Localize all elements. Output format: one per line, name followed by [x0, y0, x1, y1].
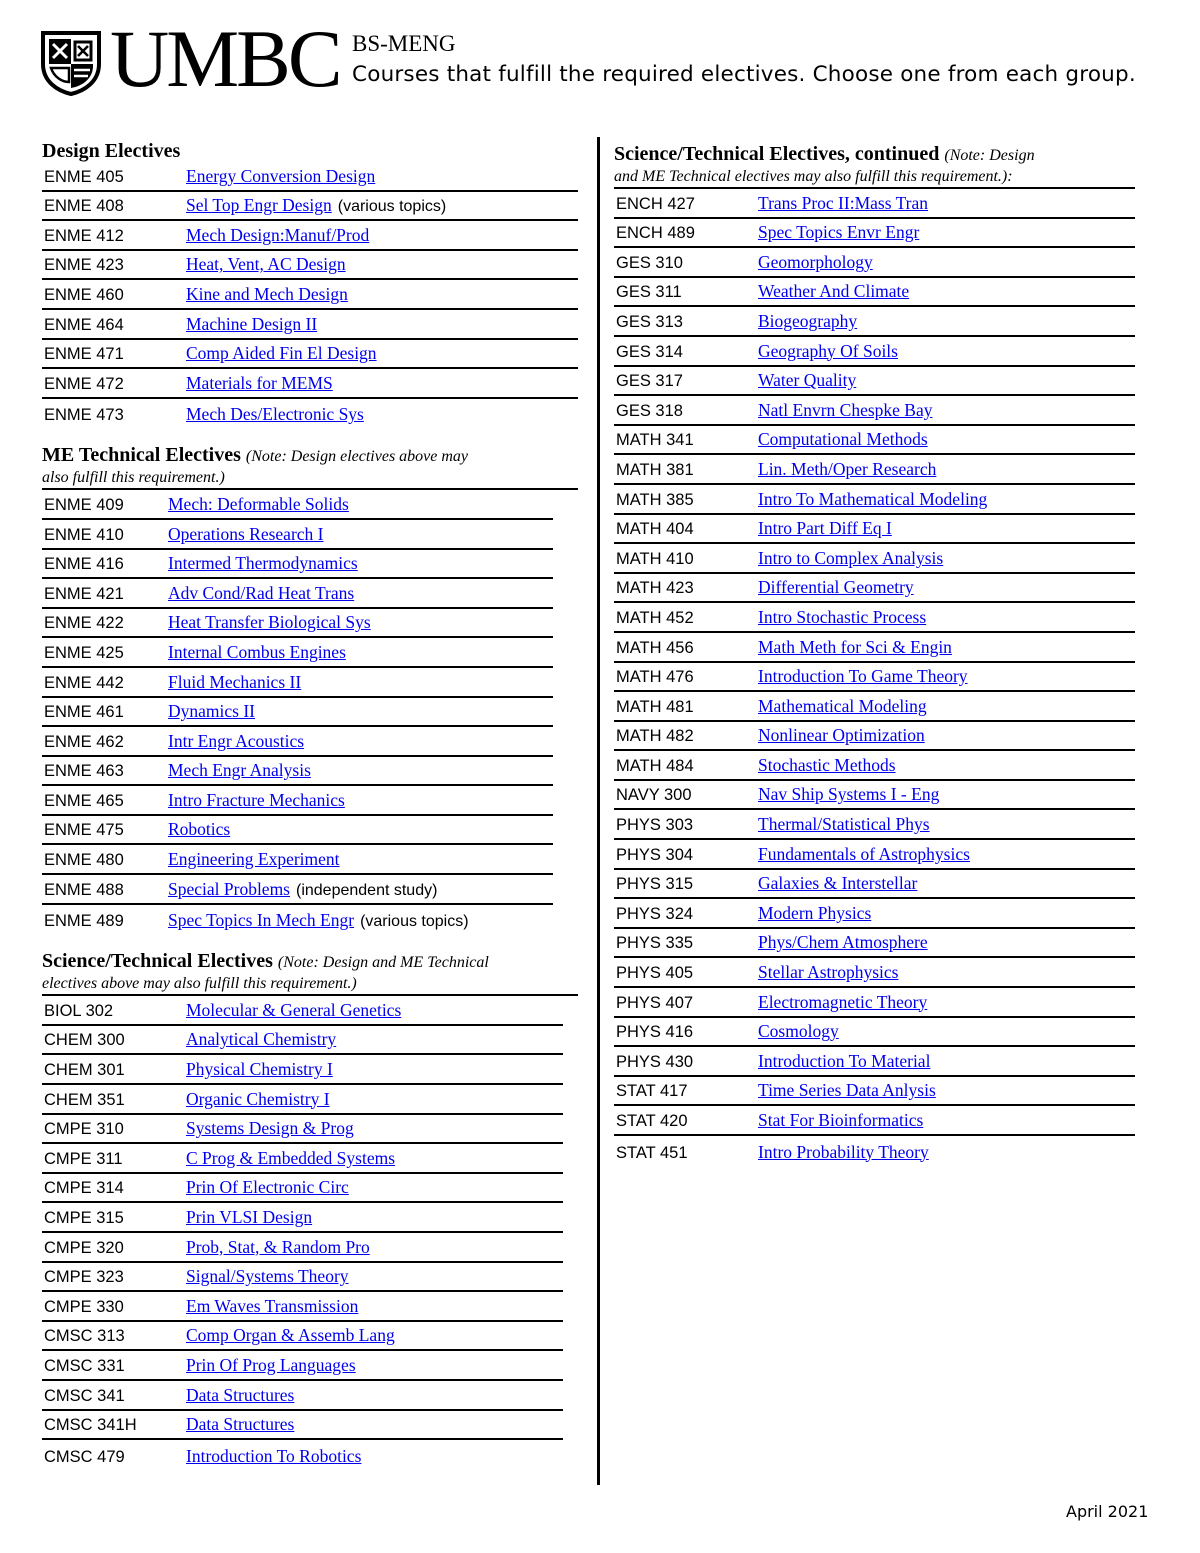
course-link[interactable]: Computational Methods: [758, 429, 928, 450]
course-link[interactable]: Stellar Astrophysics: [758, 962, 899, 983]
course-code: ENME 472: [44, 374, 124, 393]
course-code: GES 313: [616, 312, 683, 331]
course-code: PHYS 407: [616, 993, 694, 1012]
course-row: [42, 162, 578, 192]
course-row: [614, 603, 1135, 633]
course-code: ENME 462: [44, 732, 124, 751]
course-link[interactable]: Time Series Data Anlysis: [758, 1080, 936, 1101]
course-link[interactable]: Geomorphology: [758, 251, 873, 272]
course-row: [42, 698, 553, 728]
course-link[interactable]: Comp Organ & Assemb Lang: [186, 1325, 395, 1346]
course-row: [42, 340, 578, 370]
course-row: [42, 875, 553, 905]
course-link[interactable]: Robotics: [168, 819, 231, 840]
course-link[interactable]: Electromagnetic Theory: [758, 991, 928, 1012]
course-code: ENME 425: [44, 643, 124, 662]
course-row: [42, 399, 578, 429]
course-row: [614, 899, 1135, 929]
course-link[interactable]: Modern Physics: [758, 902, 872, 923]
course-code: GES 310: [616, 253, 683, 272]
course-link[interactable]: Internal Combus Engines: [168, 641, 346, 662]
course-code: ENME 463: [44, 762, 124, 781]
course-row: [614, 781, 1135, 811]
course-row: [42, 668, 553, 698]
course-note: (various topics): [337, 198, 447, 216]
design-electives-heading: [42, 140, 578, 162]
course-row: [614, 751, 1135, 781]
course-link[interactable]: Data Structures: [186, 1384, 295, 1405]
course-link[interactable]: Comp Aided Fin El Design: [186, 343, 377, 364]
course-row: [614, 515, 1135, 545]
course-code: ENCH 489: [616, 224, 695, 243]
course-row: [42, 727, 553, 757]
course-link[interactable]: Introduction To Robotics: [186, 1445, 362, 1466]
course-row: [614, 248, 1135, 278]
course-row: [614, 485, 1135, 515]
course-code: ENCH 427: [616, 194, 695, 213]
me-technical-heading: [42, 444, 578, 468]
scitech-note: (Note: Design and ME Technical: [277, 954, 489, 972]
course-row: [42, 1055, 563, 1085]
course-link[interactable]: Intermed Thermodynamics: [168, 553, 358, 574]
course-code: PHYS 430: [616, 1052, 694, 1071]
course-code: PHYS 315: [616, 875, 694, 894]
science-technical-heading: [42, 950, 578, 974]
course-code: CMPE 323: [44, 1268, 124, 1287]
course-link[interactable]: Physical Chemistry I: [186, 1059, 333, 1080]
course-link[interactable]: Intro Part Diff Eq I: [758, 518, 892, 539]
course-link[interactable]: Spec Topics In Mech Engr: [168, 910, 355, 931]
course-code: PHYS 303: [616, 816, 694, 835]
column-divider: [597, 137, 600, 1485]
course-row: [42, 1026, 563, 1056]
course-link[interactable]: Biogeography: [758, 310, 858, 331]
course-link[interactable]: Operations Research I: [168, 523, 324, 544]
metech-note-cont: also fulfill this requirement.): [42, 469, 225, 487]
course-link[interactable]: Intro to Complex Analysis: [758, 547, 944, 568]
course-link[interactable]: Molecular & General Genetics: [186, 999, 402, 1020]
course-row: [614, 337, 1135, 367]
course-link[interactable]: Kine and Mech Design: [186, 283, 348, 304]
design-title: Design Electives: [42, 140, 181, 162]
course-link[interactable]: Special Problems: [168, 878, 290, 899]
course-row: [614, 692, 1135, 722]
course-code: CMPE 310: [44, 1120, 124, 1139]
course-row: [42, 221, 578, 251]
course-code: MATH 341: [616, 431, 694, 450]
course-row: [614, 307, 1135, 337]
course-row: [614, 1106, 1135, 1136]
course-code: ENME 442: [44, 673, 124, 692]
course-link[interactable]: Math Meth for Sci & Engin: [758, 636, 952, 657]
course-code: NAVY 300: [616, 786, 692, 805]
course-code: MATH 381: [616, 460, 694, 479]
course-code: CMPE 315: [44, 1209, 124, 1227]
course-row: [42, 520, 553, 550]
course-link[interactable]: Prin Of Prog Languages: [186, 1354, 356, 1375]
course-code: ENME 409: [44, 495, 124, 514]
course-code: CMSC 313: [44, 1327, 125, 1346]
course-link[interactable]: Weather And Climate: [758, 281, 910, 302]
course-link[interactable]: Engineering Experiment: [168, 849, 340, 870]
course-row: [614, 189, 1135, 219]
science-technical-continued-table: [614, 187, 1135, 1166]
course-code: STAT 451: [616, 1143, 688, 1162]
course-row: [614, 870, 1135, 900]
design-electives-table: [42, 162, 578, 428]
course-code: CMPE 314: [44, 1179, 124, 1198]
course-code: GES 317: [616, 372, 683, 391]
course-code: CHEM 301: [44, 1061, 125, 1080]
course-link[interactable]: Intr Engr Acoustics: [168, 730, 305, 751]
course-note: (independent study): [296, 881, 438, 899]
course-link[interactable]: Intro Fracture Mechanics: [168, 789, 345, 810]
course-code: ENME 412: [44, 226, 124, 245]
course-code: PHYS 416: [616, 1023, 694, 1042]
page-header: [40, 13, 1170, 104]
course-code: ENME 464: [44, 315, 124, 334]
course-row: [42, 996, 563, 1026]
course-row: [42, 1115, 563, 1145]
course-code: CHEM 300: [44, 1031, 125, 1050]
course-link[interactable]: Introduction To Game Theory: [758, 666, 968, 687]
course-link[interactable]: Water Quality: [758, 370, 857, 391]
course-code: ENME 471: [44, 345, 124, 364]
course-row: [614, 278, 1135, 308]
course-row: [42, 905, 553, 935]
course-link[interactable]: Introduction To Material: [758, 1050, 931, 1071]
course-code: CHEM 351: [44, 1090, 125, 1109]
course-row: [42, 251, 578, 281]
course-link[interactable]: Galaxies & Interstellar: [758, 873, 918, 894]
course-row: [614, 929, 1135, 959]
course-code: ENME 480: [44, 851, 124, 870]
course-row: [42, 490, 553, 520]
course-row: [42, 1351, 563, 1381]
course-link[interactable]: Em Waves Transmission: [186, 1295, 359, 1316]
course-row: [42, 1233, 563, 1263]
design-electives-section: [42, 140, 578, 428]
course-row: [42, 1440, 563, 1470]
course-row: [42, 1144, 563, 1174]
course-code: CMPE 320: [44, 1238, 124, 1257]
course-link[interactable]: Adv Cond/Rad Heat Trans: [168, 582, 355, 603]
left-column: [42, 140, 578, 1470]
course-code: ENME 416: [44, 555, 124, 574]
course-code: ENME 465: [44, 791, 124, 810]
course-link[interactable]: Data Structures: [186, 1414, 295, 1435]
course-link[interactable]: Intro To Mathematical Modeling: [758, 488, 988, 509]
course-link[interactable]: Mech Des/Electronic Sys: [186, 404, 364, 425]
course-link[interactable]: Prin Of Electronic Circ: [186, 1177, 349, 1198]
course-link[interactable]: Intro Probability Theory: [758, 1141, 929, 1162]
course-link[interactable]: Spec Topics Envr Engr: [758, 222, 920, 243]
course-link[interactable]: Fundamentals of Astrophysics: [758, 843, 970, 864]
course-row: [614, 455, 1135, 485]
scicont-note: (Note: Design: [944, 147, 1035, 164]
course-code: STAT 417: [616, 1082, 688, 1101]
course-row: [42, 786, 553, 816]
course-link[interactable]: Mech Engr Analysis: [168, 760, 311, 781]
metech-note: (Note: Design electives above may: [245, 448, 469, 466]
course-code: ENME 461: [44, 703, 124, 722]
course-code: MATH 410: [616, 549, 694, 568]
course-row: [42, 1174, 563, 1204]
course-link[interactable]: Mech: Deformable Solids: [168, 493, 349, 514]
course-link[interactable]: Prin VLSI Design: [186, 1207, 313, 1227]
metech-title: ME Technical Electives: [42, 444, 241, 467]
course-code: ENME 410: [44, 525, 124, 544]
me-technical-table: [42, 488, 578, 934]
scitech-title: Science/Technical Electives: [42, 950, 273, 973]
science-technical-table: [42, 994, 578, 1470]
course-code: CMSC 331: [44, 1356, 125, 1375]
course-row: [614, 722, 1135, 752]
course-link[interactable]: Stat For Bioinformatics: [758, 1110, 924, 1130]
course-row: [42, 550, 553, 580]
course-row: [42, 1263, 563, 1293]
course-link[interactable]: Sel Top Engr Design: [186, 195, 332, 216]
course-code: MATH 404: [616, 520, 694, 539]
umbc-wordmark: UMBC: [110, 13, 340, 104]
right-column: [614, 143, 1135, 1166]
course-code: PHYS 304: [616, 845, 694, 864]
course-code: MATH 423: [616, 579, 694, 598]
science-technical-continued-section: [614, 143, 1135, 1166]
course-row: [614, 219, 1135, 249]
course-link[interactable]: Phys/Chem Atmosphere: [758, 932, 928, 953]
course-row: [614, 396, 1135, 426]
course-code: STAT 420: [616, 1112, 688, 1130]
course-row: [42, 757, 553, 787]
course-code: CMPE 330: [44, 1297, 124, 1316]
course-link[interactable]: Fluid Mechanics II: [168, 671, 302, 692]
course-code: MATH 481: [616, 697, 694, 716]
course-code: CMPE 311: [44, 1149, 123, 1168]
course-code: BIOL 302: [44, 1001, 114, 1020]
course-code: MATH 476: [616, 668, 694, 687]
course-link[interactable]: Analytical Chemistry: [186, 1029, 337, 1050]
course-row: [614, 810, 1135, 840]
course-link[interactable]: Materials for MEMS: [186, 372, 333, 393]
course-code: MATH 452: [616, 608, 694, 627]
course-row: [42, 609, 553, 639]
course-row: [42, 369, 578, 399]
me-technical-electives-section: [42, 444, 578, 934]
course-link[interactable]: Signal/Systems Theory: [186, 1266, 349, 1287]
course-row: [42, 310, 578, 340]
course-row: [42, 280, 578, 310]
scicont-note-cont: and ME Technical electives may also fulfill this requirement.):: [614, 168, 1013, 185]
course-row: [42, 1322, 563, 1352]
course-row: [614, 1136, 1135, 1166]
course-row: [42, 579, 553, 609]
course-link[interactable]: Differential Geometry: [758, 577, 914, 598]
course-row: [614, 367, 1135, 397]
scitech-note-cont: electives above may also fulfill this requirement.): [42, 975, 357, 993]
course-link[interactable]: Energy Conversion Design: [186, 165, 376, 186]
course-link[interactable]: Prob, Stat, & Random Pro: [186, 1236, 370, 1257]
course-row: [614, 958, 1135, 988]
course-code: CMSC 341H: [44, 1416, 137, 1435]
course-row: [42, 1292, 563, 1322]
footer-date: April 2021: [1066, 1502, 1149, 1521]
science-technical-continued-heading: [614, 143, 1135, 167]
course-row: [42, 1411, 563, 1441]
course-row: [614, 633, 1135, 663]
course-link[interactable]: Natl Envrn Chespke Bay: [758, 399, 933, 420]
course-code: ENME 475: [44, 821, 124, 840]
course-code: ENME 422: [44, 614, 124, 633]
course-row: [614, 1047, 1135, 1077]
course-link[interactable]: Mech Design:Manuf/Prod: [186, 224, 370, 245]
course-code: ENME 489: [44, 912, 124, 931]
program-title: BS-MENG: [352, 31, 456, 56]
course-link[interactable]: Intro Stochastic Process: [758, 606, 927, 627]
course-code: CMSC 479: [44, 1447, 125, 1466]
course-link[interactable]: Dynamics II: [168, 701, 255, 722]
course-row: [614, 426, 1135, 456]
course-code: GES 314: [616, 342, 683, 361]
course-row: [614, 988, 1135, 1018]
course-link[interactable]: Heat Transfer Biological Sys: [168, 612, 371, 633]
course-code: ENME 460: [44, 285, 124, 304]
course-code: CMSC 341: [44, 1386, 125, 1405]
scicont-title: Science/Technical Electives, continued: [614, 143, 940, 165]
course-code: MATH 456: [616, 638, 694, 657]
course-row: [42, 845, 553, 875]
course-code: ENME 473: [44, 406, 124, 425]
course-link[interactable]: Geography Of Soils: [758, 340, 898, 361]
course-code: ENME 405: [44, 167, 124, 186]
course-row: [42, 638, 553, 668]
course-row: [42, 1203, 563, 1233]
course-link[interactable]: Systems Design & Prog: [186, 1118, 354, 1139]
course-row: [42, 816, 553, 846]
instructions-text: Courses that fulfill the required electives. Choose one from each group.: [352, 62, 1136, 87]
course-link[interactable]: Machine Design II: [186, 313, 318, 334]
course-code: GES 318: [616, 401, 683, 420]
course-row: [614, 544, 1135, 574]
course-code: GES 311: [616, 283, 682, 302]
course-link[interactable]: Trans Proc II:Mass Tran: [758, 192, 929, 213]
course-row: [614, 574, 1135, 604]
course-row: [42, 1085, 563, 1115]
course-row: [42, 1381, 563, 1411]
course-link[interactable]: Thermal/Statistical Phys: [758, 814, 930, 835]
course-link[interactable]: Nav Ship Systems I - Eng: [758, 784, 940, 805]
course-row: [614, 1077, 1135, 1107]
course-link[interactable]: Nonlinear Optimization: [758, 725, 925, 746]
course-code: ENME 423: [44, 256, 124, 275]
course-row: [614, 840, 1135, 870]
course-code: PHYS 405: [616, 964, 694, 983]
course-code: ENME 408: [44, 197, 124, 216]
course-code: MATH 482: [616, 727, 694, 746]
course-row: [614, 1018, 1135, 1048]
science-technical-electives-section: [42, 950, 578, 1470]
course-code: ENME 421: [44, 584, 124, 603]
course-link[interactable]: Lin. Meth/Oper Research: [758, 458, 937, 479]
course-link[interactable]: Cosmology: [758, 1021, 839, 1042]
course-link[interactable]: Mathematical Modeling: [758, 695, 927, 716]
course-link[interactable]: Stochastic Methods: [758, 754, 896, 775]
course-link[interactable]: Organic Chemistry I: [186, 1088, 330, 1109]
course-row: [614, 663, 1135, 693]
course-link[interactable]: C Prog & Embedded Systems: [186, 1147, 396, 1168]
course-link[interactable]: Heat, Vent, AC Design: [186, 254, 346, 275]
course-code: MATH 484: [616, 756, 694, 775]
course-row: [42, 192, 578, 222]
course-code: MATH 385: [616, 490, 694, 509]
course-note: (various topics): [360, 913, 469, 931]
umbc-crest-logo: [40, 30, 102, 96]
course-code: PHYS 335: [616, 934, 694, 953]
course-code: PHYS 324: [616, 904, 694, 923]
course-code: ENME 488: [44, 880, 124, 899]
